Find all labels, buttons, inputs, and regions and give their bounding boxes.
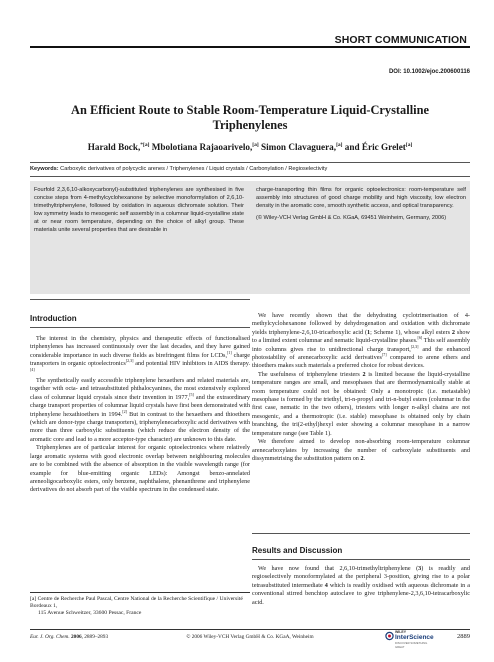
author-1-affiliation: *[a] [140, 141, 150, 148]
author-4-affiliation: [a] [405, 141, 413, 148]
abstract-left: Fourfold 2,3,6,10-alkoxycarbonyl)-substituted triphenylenes are synthesised in five concise steps from 4-methylcyclohexanone by selective monoformylation of 2,6,10-trimethyltriphenylene, followed by oxidation in aqueous dichromate solution. Their low symmetry leads to mesogenic self assembly in a columnar liquid-crystalline state at or near room temperature, depending on the choice of alkyl group. These materials unite several properties that are desirable in [34, 187, 244, 234]
abstract-box [30, 181, 470, 294]
title-line-2: Triphenylenes [212, 118, 288, 132]
abstract-copyright: (© Wiley-VCH Verlag GmbH & Co. KGaA, 69451 Weinheim, Germany, 2006) [256, 215, 447, 222]
author-2-affiliation: [a] [252, 141, 259, 148]
author-3: Simon Clavaguera, [261, 142, 337, 152]
abstract-right-text: charge-transporting thin films for organic optoelectronics: room-temperature self assembly into structures of good charge mobility and high viscosity, low electron density in the aromatic core, smooth synthetic access, and optical transparency. [256, 187, 466, 210]
results-heading: Results and Discussion [252, 546, 343, 555]
keywords-text: Carboxylic derivatives of polycyclic arenes / Triphenylenes / Liquid crystals / Carbonylation / Regioselectivity [60, 166, 328, 172]
results-text [252, 565, 470, 607]
right-paragraph-3: We therefore aimed to develop non-absorbing room-temperature columnar arenecarboxylates by increasing the number of carboxylate substituents and dissymmetrising the substitution pattern on 2. [252, 438, 470, 462]
author-3-affiliation: [a] [336, 141, 343, 148]
results-paragraph-1: We have now found that 2,6,10-trimethyltriphenylene (3) is readily and regioselectively monoformylated at the peripheral 3-position, giving rise to a polar tetrasubstituted intermediate 4 which is readily oxidised with aqueous dichromate in a conventional stirred benchtop autoclave to give triphenylene-2,3,6,10-tetracarboxylic acid. [252, 565, 470, 606]
author-2: Mbolotiana Rajaoarivelo, [151, 142, 253, 152]
header-rule [30, 46, 470, 48]
section-label: SHORT COMMUNICATION [334, 34, 467, 46]
interscience-swirl-icon [385, 631, 394, 641]
author-1: Harald Bock, [87, 142, 141, 152]
title-line-1: An Efficient Route to Stable Room-Temperature Liquid-Crystalline [71, 103, 429, 117]
intro-paragraph-3: Triphenylenes are of particular interest for organic optoelectronics where relatively large aromatic systems with good electronic overlap between neighbouring molecules are to be combined with the absence of absorption in the visible wavelength range (for example for blue-emitting organic LEDs): Amongst benzo-annelated areneoligocarboxylic esters, only benzene, naphthalene, phenanthrene and triphenylene derivatives do not absorb part of the visible spectrum in the condensed state. [30, 444, 250, 494]
results-rule-bottom [252, 559, 470, 560]
doi: DOI: 10.1002/ejoc.200600116 [388, 69, 470, 75]
page-number: 2889 [457, 633, 470, 640]
abstract-right [256, 186, 466, 222]
keywords-label: Keywords: [30, 166, 59, 172]
keywords-rule-bottom [30, 176, 470, 177]
results-rule-top [252, 533, 470, 534]
author-list [30, 142, 470, 152]
footer-copyright: © 2006 Wiley-VCH Verlag GmbH & Co. KGaA, Weinheim [186, 634, 314, 640]
journal-citation: Eur. J. Org. Chem. 2006, 2889–2893 [30, 634, 109, 640]
right-column [252, 312, 470, 463]
right-paragraph-1: We have recently shown that the dehydrating cyclotrimerisation of 4-methylcyclohexanone followed by dehydrogenation and oxidation with dichromate yields triphenylene-2,6,10-tricarboxylic acid (1; Scheme 1), whose alkyl esters 2 show to a limited extent columnar and nematic liquid-crystalline phases.[6] This self assembly into columns gives rise to unidirectional charge transport,[2,3] and the enhanced photostability of arenecarboxylic acid derivatives[7] compared to arene ethers and thioethers makes such materials a preferred choice for robust devices. [252, 312, 470, 370]
affiliation-footnote: [a] Centre de Recherche Paul Pascal, Centre National de la Recherche Scientifique / Université Bordeaux 1, 115 Avenue Schweitzer, 33600 Pessac, France [30, 596, 243, 616]
interscience-logo: WILEY InterScience DISCOVER SOMETHING GREAT [385, 629, 433, 645]
introduction-heading: Introduction [30, 314, 77, 323]
keywords [30, 165, 470, 173]
footnote-rule [30, 592, 250, 593]
intro-paragraph-1: The interest in the chemistry, physics and therapeutic effects of functionalised triphenylenes has increased continuously over the last decades, and they have gained considerable importance in such diverse fields as birefringent films for LCDs,[1] charge transporters in organic optoelectronics[2,3] and potential HIV inhibitors in AIDS therapy.[4] [30, 335, 251, 372]
right-paragraph-2: The usefulness of triphenylene triesters 2 is limited because the liquid-crystalline temperature ranges are small, and mesophases that are thermodynamically stable at room temperature could not be obtained: Only a monotropic (i.e. metastable) mesophase is formed by the triethyl, tri-n-propyl and tri-n-butyl esters (columnar in the first case, nematic in the two others), triesters with longer n-alkyl chains are not mesogenic, and a thermotropic (i.e. stable) mesophase is obtained only by chain branching, the tri(2-ethyl)hexyl ester showing a columnar mesophase in a narrow temperature range (see Table 1). [252, 370, 470, 437]
intro-rule-top [30, 299, 250, 300]
article-title [30, 103, 470, 133]
intro-rule-bottom [30, 327, 250, 328]
author-4: and Éric Grelet [344, 142, 406, 152]
intro-paragraph-2: The synthetically easily accessible triphenylene hexaethers and related materials are, together with octa- and tetrasubstituted phthalocyanines, the most extensively explored class of columnar liquid crystals since their invention in 1977,[5] and the extraordinary charge transport properties of columnar liquid crystals have first been demonstrated with triphenylene hexathioethers in 1994.[2] But in contrast to the hexaethers and thioethers (which are donor-type charge transporters), triphenylenecarboxylic acid derivatives with more than three carboxylic substituents (which reduce the electron density of the aromatic core and lead to a more acceptor-type character) are unknown to this date. [30, 377, 250, 443]
keywords-rule-top [30, 162, 470, 163]
left-column [30, 335, 250, 495]
